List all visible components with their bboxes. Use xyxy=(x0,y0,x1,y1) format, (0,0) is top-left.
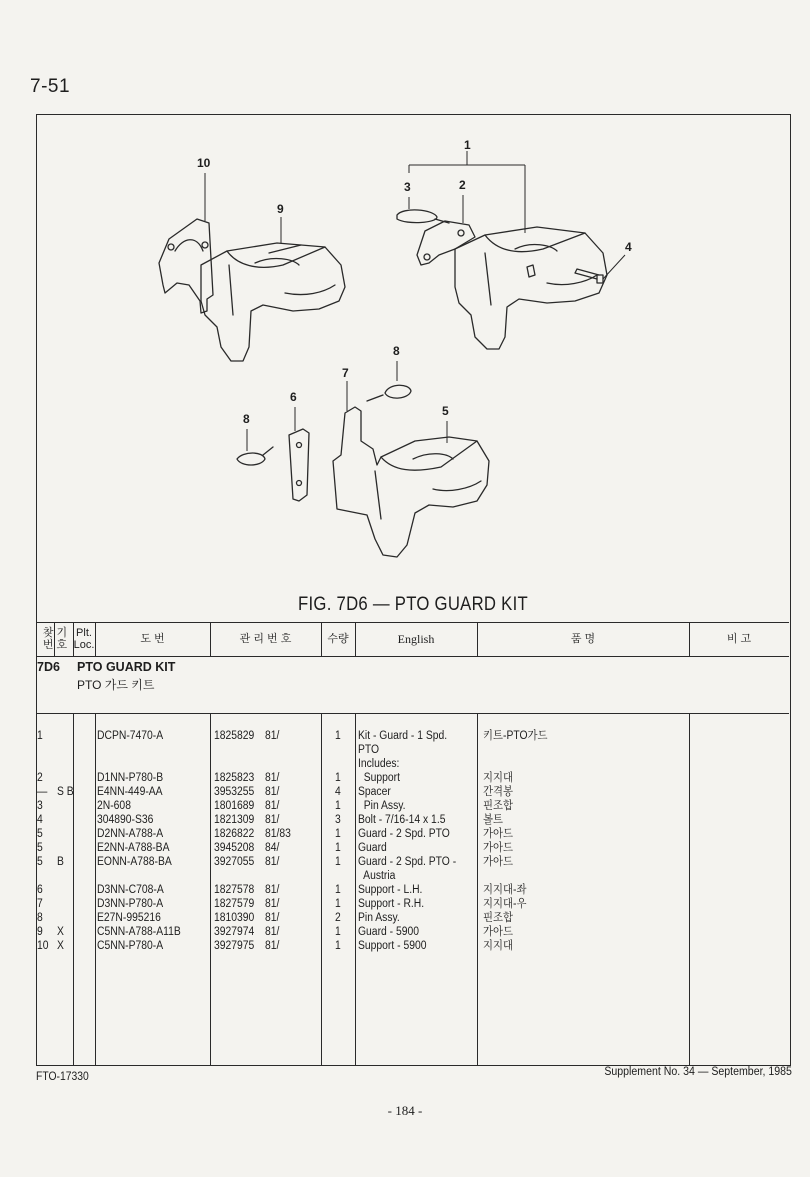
part-no-cell: EONN-A788-BA xyxy=(97,856,172,868)
section-page-number: 7-51 xyxy=(30,76,71,97)
serial-range-cell: 81/ xyxy=(265,800,280,812)
korean-name-cell: 볼트 xyxy=(483,814,503,826)
qty-cell: 1 xyxy=(335,884,341,896)
qty-cell: 1 xyxy=(335,856,341,868)
mgmt-no-cell: 3927974 xyxy=(214,926,255,938)
bolt-part xyxy=(575,269,603,283)
mgmt-no-cell: 1821309 xyxy=(214,814,255,826)
korean-name-cell: 키트-PTO가드 xyxy=(483,730,548,742)
header-remarks: 비 고 xyxy=(726,633,752,645)
header-plt-loc: Plt. Loc. xyxy=(73,627,95,651)
plt-loc-cell: X xyxy=(57,926,64,938)
qty-cell: 3 xyxy=(335,814,341,826)
serial-range-cell: 81/ xyxy=(265,786,280,798)
footer-supplement: Supplement No. 34 — September, 1985 xyxy=(604,1066,792,1078)
mgmt-no-cell: 3953255 xyxy=(214,786,255,798)
english-desc-cell: Guard - 2 Spd. PTO xyxy=(358,828,450,840)
ref-no-cell: 2 xyxy=(37,772,43,784)
serial-range-cell: 81/ xyxy=(265,926,280,938)
ref-no-cell: 7 xyxy=(37,898,43,910)
english-desc-cell: Kit - Guard - 1 Spd. xyxy=(358,730,448,742)
support-5900-part xyxy=(159,219,213,313)
ref-no-cell: 3 xyxy=(37,800,43,812)
korean-name-cell: 지지대-우 xyxy=(483,898,527,910)
header-mgmt-no: 관 리 번 호 xyxy=(239,633,292,645)
serial-range-cell: 84/ xyxy=(265,842,280,854)
serial-range-cell: 81/83 xyxy=(265,828,291,840)
mgmt-no-cell: 1825823 xyxy=(214,772,255,784)
part-no-cell: D3NN-P780-A xyxy=(97,898,164,910)
group-name: PTO GUARD KIT xyxy=(77,660,176,674)
callout-4: 4 xyxy=(625,240,632,254)
ref-no-cell: 5 xyxy=(37,828,43,840)
serial-range-cell: 81/ xyxy=(265,940,280,952)
serial-range-cell: 81/ xyxy=(265,884,280,896)
col-divider-mgmt xyxy=(210,713,211,1065)
korean-name-cell: 가아드 xyxy=(483,828,513,840)
mgmt-no-cell: 1810390 xyxy=(214,912,255,924)
col-divider-qty xyxy=(321,713,322,1065)
guard-1spd-part xyxy=(417,221,607,349)
col-divider-plt xyxy=(73,713,74,1065)
part-no-cell: 2N-608 xyxy=(97,800,131,812)
qty-cell: 1 xyxy=(335,772,341,784)
part-no-cell: D3NN-C708-A xyxy=(97,884,164,896)
english-desc-cell: Support - R.H. xyxy=(358,898,425,910)
mgmt-no-cell: 3945208 xyxy=(214,842,255,854)
korean-name-cell: 지지대 xyxy=(483,772,513,784)
english-desc-cell: Guard xyxy=(358,842,387,854)
plt-loc-cell: S B xyxy=(57,786,74,798)
header-part-no: 도 번 xyxy=(140,633,165,645)
col-divider-eng xyxy=(355,713,356,1065)
callout-8-lower: 8 xyxy=(243,412,250,426)
group-code: 7D6 xyxy=(37,660,60,674)
serial-range-cell: 81/ xyxy=(265,772,280,784)
callout-2: 2 xyxy=(459,178,466,192)
header-qty: 수량 xyxy=(327,633,349,645)
plt-loc-cell: X xyxy=(57,940,64,952)
mgmt-no-cell: 1826822 xyxy=(214,828,255,840)
qty-cell: 4 xyxy=(335,786,341,798)
part-no-cell: E4NN-449-AA xyxy=(97,786,163,798)
english-desc-cell: Includes: xyxy=(358,758,400,770)
ref-no-cell: — xyxy=(37,786,48,798)
col-divider-part xyxy=(95,713,96,1065)
exploded-view-figure xyxy=(37,115,789,623)
english-desc-cell: Guard - 5900 xyxy=(358,926,419,938)
guard-2spd-part xyxy=(333,407,489,557)
part-no-cell: 304890-S36 xyxy=(97,814,154,826)
callout-7: 7 xyxy=(342,366,349,380)
part-no-cell: E2NN-A788-BA xyxy=(97,842,170,854)
part-no-cell: D1NN-P780-B xyxy=(97,772,164,784)
page-number: - 184 - xyxy=(387,1103,423,1118)
qty-cell: 2 xyxy=(335,912,341,924)
callout-5: 5 xyxy=(442,404,449,418)
qty-cell: 1 xyxy=(335,842,341,854)
callout-3: 3 xyxy=(404,180,411,194)
ref-no-cell: 4 xyxy=(37,814,43,826)
korean-name-cell: 가아드 xyxy=(483,926,513,938)
ref-no-cell: 6 xyxy=(37,884,43,896)
pin-assy-8-upper-part xyxy=(367,385,411,401)
header-korean: 품 명 xyxy=(570,633,596,645)
serial-range-cell: 81/ xyxy=(265,856,280,868)
header-bottom-rule xyxy=(37,656,789,657)
korean-name-cell: 간격봉 xyxy=(483,786,513,798)
ref-no-cell: 5 xyxy=(37,842,43,854)
korean-name-cell: 가아드 xyxy=(483,856,513,868)
korean-name-cell: 가아드 xyxy=(483,842,513,854)
mgmt-no-cell: 3927055 xyxy=(214,856,255,868)
footer-form-code: FTO-17330 xyxy=(36,1071,89,1083)
english-desc-cell: Pin Assy. xyxy=(358,912,400,924)
callout-10: 10 xyxy=(197,156,211,170)
ref-no-cell: 9 xyxy=(37,926,43,938)
group-bottom-rule xyxy=(37,713,789,714)
mgmt-no-cell: 1827578 xyxy=(214,884,255,896)
korean-name-cell: 지지대 xyxy=(483,940,513,952)
guard-5900-part xyxy=(201,243,345,361)
part-no-cell: C5NN-A788-A11B xyxy=(97,926,181,938)
callout-6: 6 xyxy=(290,390,297,404)
korean-name-cell: 지지대-좌 xyxy=(483,884,527,896)
group-name-korean: PTO 가드 키트 xyxy=(77,678,155,692)
english-desc-cell: Pin Assy. xyxy=(358,800,406,812)
ref-no-cell: 5 xyxy=(37,856,43,868)
header-ref-no: 찾 기 번 호 xyxy=(42,627,68,651)
plt-loc-cell: B xyxy=(57,856,64,868)
english-desc-cell: Austria xyxy=(358,870,396,882)
english-desc-cell: Bolt - 7/16-14 x 1.5 xyxy=(358,814,446,826)
ref-no-cell: 1 xyxy=(37,730,43,742)
header-english: English xyxy=(397,632,435,646)
mgmt-no-cell: 1827579 xyxy=(214,898,255,910)
qty-cell: 1 xyxy=(335,926,341,938)
qty-cell: 1 xyxy=(335,730,341,742)
ref-no-cell: 10 xyxy=(37,940,49,952)
support-lh-part xyxy=(289,429,309,501)
pto-guard-illustration xyxy=(37,115,789,595)
serial-range-cell: 81/ xyxy=(265,730,280,742)
qty-cell: 1 xyxy=(335,800,341,812)
col-divider-remarks xyxy=(689,713,690,1065)
qty-cell: 1 xyxy=(335,898,341,910)
english-desc-cell: PTO xyxy=(358,744,380,756)
english-desc-cell: Guard - 2 Spd. PTO - xyxy=(358,856,457,868)
parts-frame xyxy=(36,114,791,1066)
english-desc-cell: Support xyxy=(358,772,401,784)
mgmt-no-cell: 3927975 xyxy=(214,940,255,952)
mgmt-no-cell: 1825829 xyxy=(214,730,255,742)
qty-cell: 1 xyxy=(335,828,341,840)
figure-title: FIG. 7D6 — PTO GUARD KIT xyxy=(298,594,528,615)
part-no-cell: C5NN-P780-A xyxy=(97,940,164,952)
serial-range-cell: 81/ xyxy=(265,814,280,826)
korean-name-cell: 핀조합 xyxy=(483,912,513,924)
part-no-cell: D2NN-A788-A xyxy=(97,828,164,840)
english-desc-cell: Support - 5900 xyxy=(358,940,427,952)
qty-cell: 1 xyxy=(335,940,341,952)
callout-8-upper: 8 xyxy=(393,344,400,358)
part-no-cell: E27N-995216 xyxy=(97,912,161,924)
korean-name-cell: 핀조합 xyxy=(483,800,513,812)
ref-no-cell: 8 xyxy=(37,912,43,924)
serial-range-cell: 81/ xyxy=(265,898,280,910)
pin-assy-8-lower-part xyxy=(237,447,273,465)
english-desc-cell: Spacer xyxy=(358,786,391,798)
mgmt-no-cell: 1801689 xyxy=(214,800,255,812)
english-desc-cell: Support - L.H. xyxy=(358,884,423,896)
part-no-cell: DCPN-7470-A xyxy=(97,730,164,742)
callout-9: 9 xyxy=(277,202,284,216)
col-divider-kr xyxy=(477,713,478,1065)
callout-1: 1 xyxy=(464,138,471,152)
pin-assy-3-part xyxy=(397,210,449,223)
serial-range-cell: 81/ xyxy=(265,912,280,924)
